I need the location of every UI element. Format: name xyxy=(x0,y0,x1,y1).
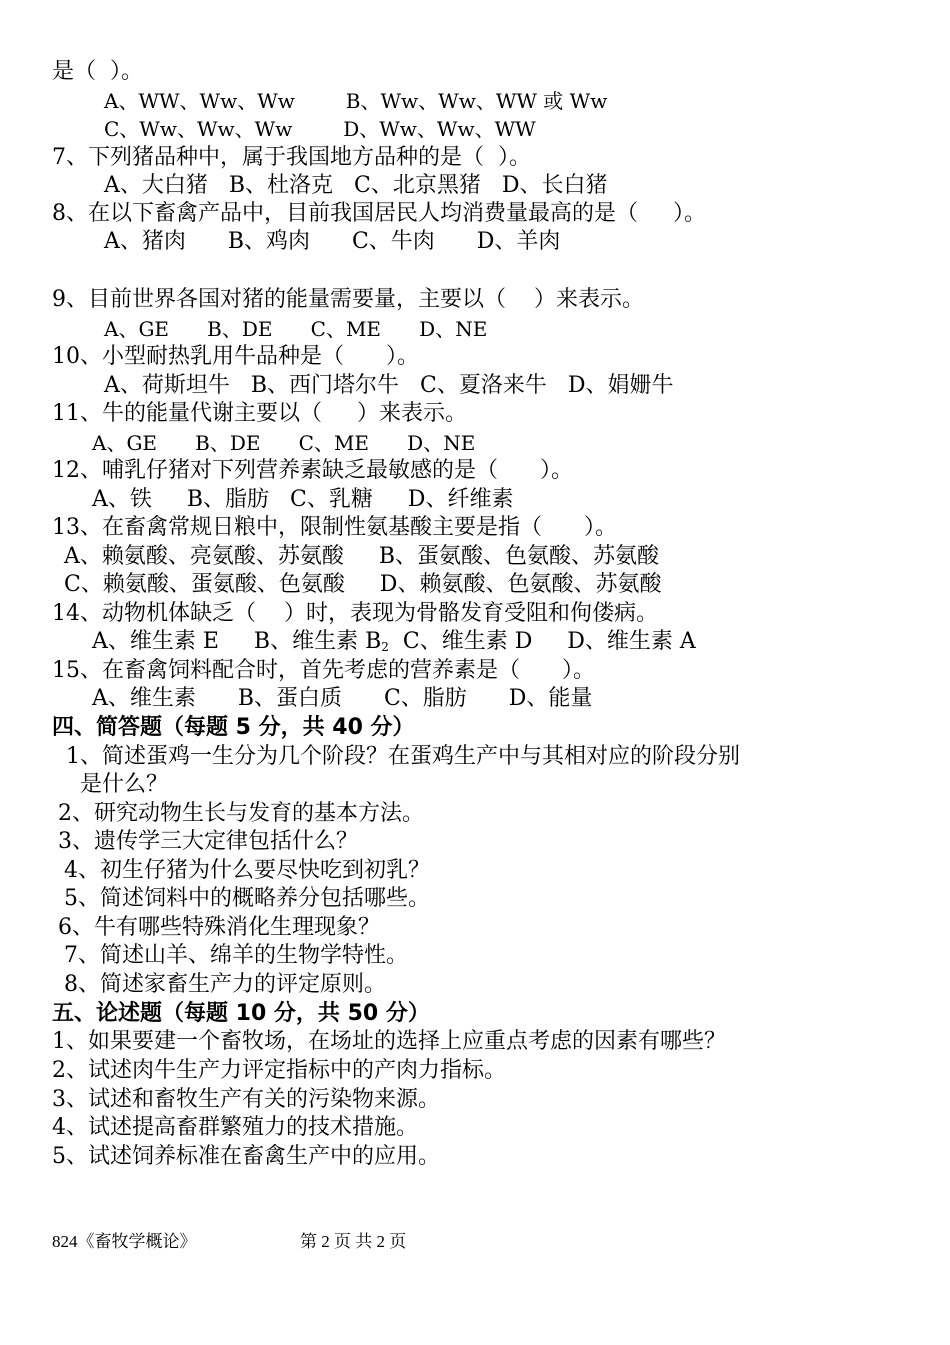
section-4-title: 四、简答题（每题 5 分，共 40 分） xyxy=(52,715,415,740)
question-14-b-subscript: 2 xyxy=(381,640,389,654)
footer-course: 824《畜牧学概论》 xyxy=(52,1232,197,1251)
short-answer-8: 8、简述家畜生产力的评定原则。 xyxy=(64,972,386,997)
question-15-options: A、维生素 B、蛋白质 C、脂肪 D、能量 xyxy=(92,686,593,711)
question-14: 14、动物机体缺乏（ ）时，表现为骨骼发育受阻和佝偻病。 xyxy=(52,601,658,626)
short-answer-5: 5、简述饲料中的概略养分包括哪些。 xyxy=(64,886,430,911)
short-answer-4: 4、初生仔猪为什么要尽快吃到初乳？ xyxy=(64,858,430,883)
essay-2: 2、试述肉牛生产力评定指标中的产肉力指标。 xyxy=(52,1058,506,1083)
footer-page-number: 第 2 页 共 2 页 xyxy=(300,1232,407,1251)
question-6-end: 是（ ）。 xyxy=(52,59,143,84)
question-6-options-cd: C、Ww、Ww、Ww D、Ww、Ww、WW xyxy=(104,117,536,141)
short-answer-3: 3、遗传学三大定律包括什么？ xyxy=(58,829,358,854)
question-14-options xyxy=(92,628,696,656)
question-11-options: A、GE B、DE C、ME D、NE xyxy=(92,431,476,455)
question-8: 8、在以下畜禽产品中，目前我国居民人均消费量最高的是（ ）。 xyxy=(52,201,706,226)
question-7-options: A、大白猪 B、杜洛克 C、北京黑猪 D、长白猪 xyxy=(104,173,608,198)
essay-1: 1、如果要建一个畜牧场，在场址的选择上应重点考虑的因素有哪些？ xyxy=(52,1029,726,1054)
question-9: 9、目前世界各国对猪的能量需要量，主要以（ ）来表示。 xyxy=(52,287,644,312)
question-13-options-cd: C、赖氨酸、蛋氨酸、色氨酸 D、赖氨酸、色氨酸、苏氨酸 xyxy=(64,572,662,597)
short-answer-1: 1、简述蛋鸡一生分为几个阶段？在蛋鸡生产中与其相对应的阶段分别 xyxy=(66,744,740,769)
question-14-options-cd: C、维生素 D D、维生素 A xyxy=(388,629,696,654)
question-10: 10、小型耐热乳用牛品种是（ ）。 xyxy=(52,344,419,369)
question-8-options: A、猪肉 B、鸡肉 C、牛肉 D、羊肉 xyxy=(104,229,561,254)
question-11: 11、牛的能量代谢主要以（ ）来表示。 xyxy=(52,401,467,426)
question-6-options-ab: A、WW、Ww、Ww B、Ww、Ww、WW 或 Ww xyxy=(104,89,608,113)
essay-3: 3、试述和畜牧生产有关的污染物来源。 xyxy=(52,1087,440,1112)
question-9-options: A、GE B、DE C、ME D、NE xyxy=(104,317,488,341)
question-14-options-ab: A、维生素 E B、维生素 B xyxy=(92,629,382,654)
question-12-options: A、铁 B、脂肪 C、乳糖 D、纤维素 xyxy=(92,487,514,512)
question-15: 15、在畜禽饲料配合时，首先考虑的营养素是（ ）。 xyxy=(52,658,595,683)
short-answer-2: 2、研究动物生长与发育的基本方法。 xyxy=(58,801,424,826)
essay-4: 4、试述提高畜群繁殖力的技术措施。 xyxy=(52,1115,418,1140)
question-7: 7、下列猪品种中，属于我国地方品种的是（ ）。 xyxy=(52,145,531,170)
question-10-options: A、荷斯坦牛 B、西门塔尔牛 C、夏洛来牛 D、娟姗牛 xyxy=(104,373,674,398)
section-5-title: 五、论述题（每题 10 分，共 50 分） xyxy=(52,1001,430,1026)
question-12: 12、哺乳仔猪对下列营养素缺乏最敏感的是（ ）。 xyxy=(52,458,573,483)
short-answer-6: 6、牛有哪些特殊消化生理现象？ xyxy=(58,915,380,940)
essay-5: 5、试述饲养标准在畜禽生产中的应用。 xyxy=(52,1144,440,1169)
question-13-options-ab: A、赖氨酸、亮氨酸、苏氨酸 B、蛋氨酸、色氨酸、苏氨酸 xyxy=(64,544,660,569)
question-13: 13、在畜禽常规日粮中，限制性氨基酸主要是指（ ）。 xyxy=(52,515,617,540)
short-answer-1-cont: 是什么？ xyxy=(80,772,169,797)
short-answer-7: 7、简述山羊、绵羊的生物学特性。 xyxy=(64,943,408,968)
